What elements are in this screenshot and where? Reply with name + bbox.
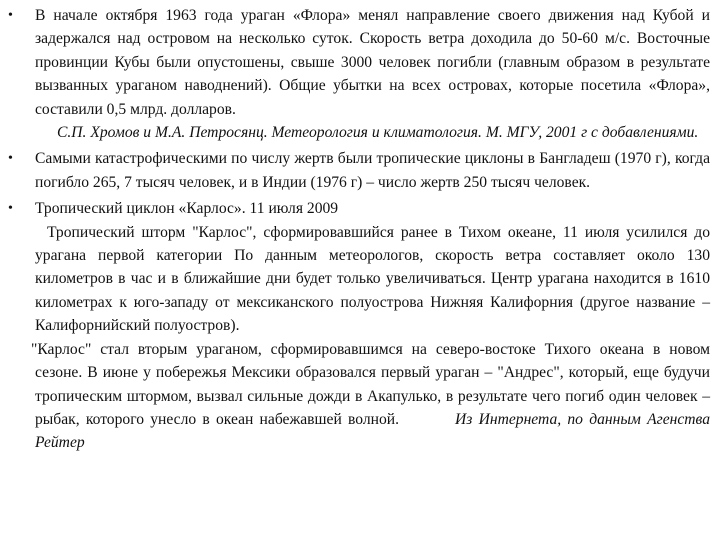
paragraph-carlos-2 — [31, 338, 710, 455]
list-item-flora — [4, 4, 710, 144]
source-reuters: Из Интернета, по данным Агенства Рейтер — [35, 410, 710, 452]
list-item-bangladesh — [4, 147, 710, 194]
paragraph-carlos-1: Тропический шторм "Карлос", сформировавшийся ранее в Тихом океане, 11 июля усилился до урагана первой категории По данным метеорологов, скорость ветра составляет около 130 километров в час и в ближайшие дни будет только увеличиваться. Центр урагана находится в 1610 километрах к юго-западу от мексиканского полуострова Нижняя Калифорния (другое название – Калифорнийский полуостров). — [35, 223, 710, 335]
bullet-icon: • — [8, 8, 13, 23]
citation-khromov: С.П. Хромов и М.А. Петросянц. Метеорология и климатология. М. МГУ, 2001 г с добавлениями. — [57, 124, 699, 142]
bullet-icon: • — [8, 151, 13, 167]
bullet-icon: • — [8, 201, 13, 217]
paragraph-bangladesh: Самыми катастрофическими по числу жертв были тропические циклоны в Бангладеш (1970 г), когда погибло 265, 7 тысяч человек, и в Индии (1976 г) – число жертв 250 тысяч человек. — [35, 150, 710, 191]
heading-carlos: Тропический циклон «Карлос». 11 июля 2009 — [35, 200, 339, 218]
paragraph-carlos-2-text: "Карлос" стал вторым ураганом, сформировавшимся на северо-востоке Тихого океана в новом сезоне. В июне у побережья Мексики образовался первый ураган – "Андрес", который, еще будучи тропическим штормом, вызвал сильные дожди в Акапулько, в результате чего погиб один человек – рыбак, которого унесло в океан набежавшей волной. — [31, 340, 710, 428]
paragraph-flora: В начале октября 1963 года ураган «Флора» менял направление своего движения над Кубой и задержался над островом на несколько суток. Скорость ветра доходила до 50-60 м/с. Восточные провинции Кубы были опустошены, свыше 3000 человек погибли (главным образом в результате вызванных ураганом наводнений). Общие убытки на всех островах, которые посетила «Флора», составили 0,5 млрд. долларов. — [35, 7, 710, 118]
list-item-carlos — [4, 197, 710, 454]
